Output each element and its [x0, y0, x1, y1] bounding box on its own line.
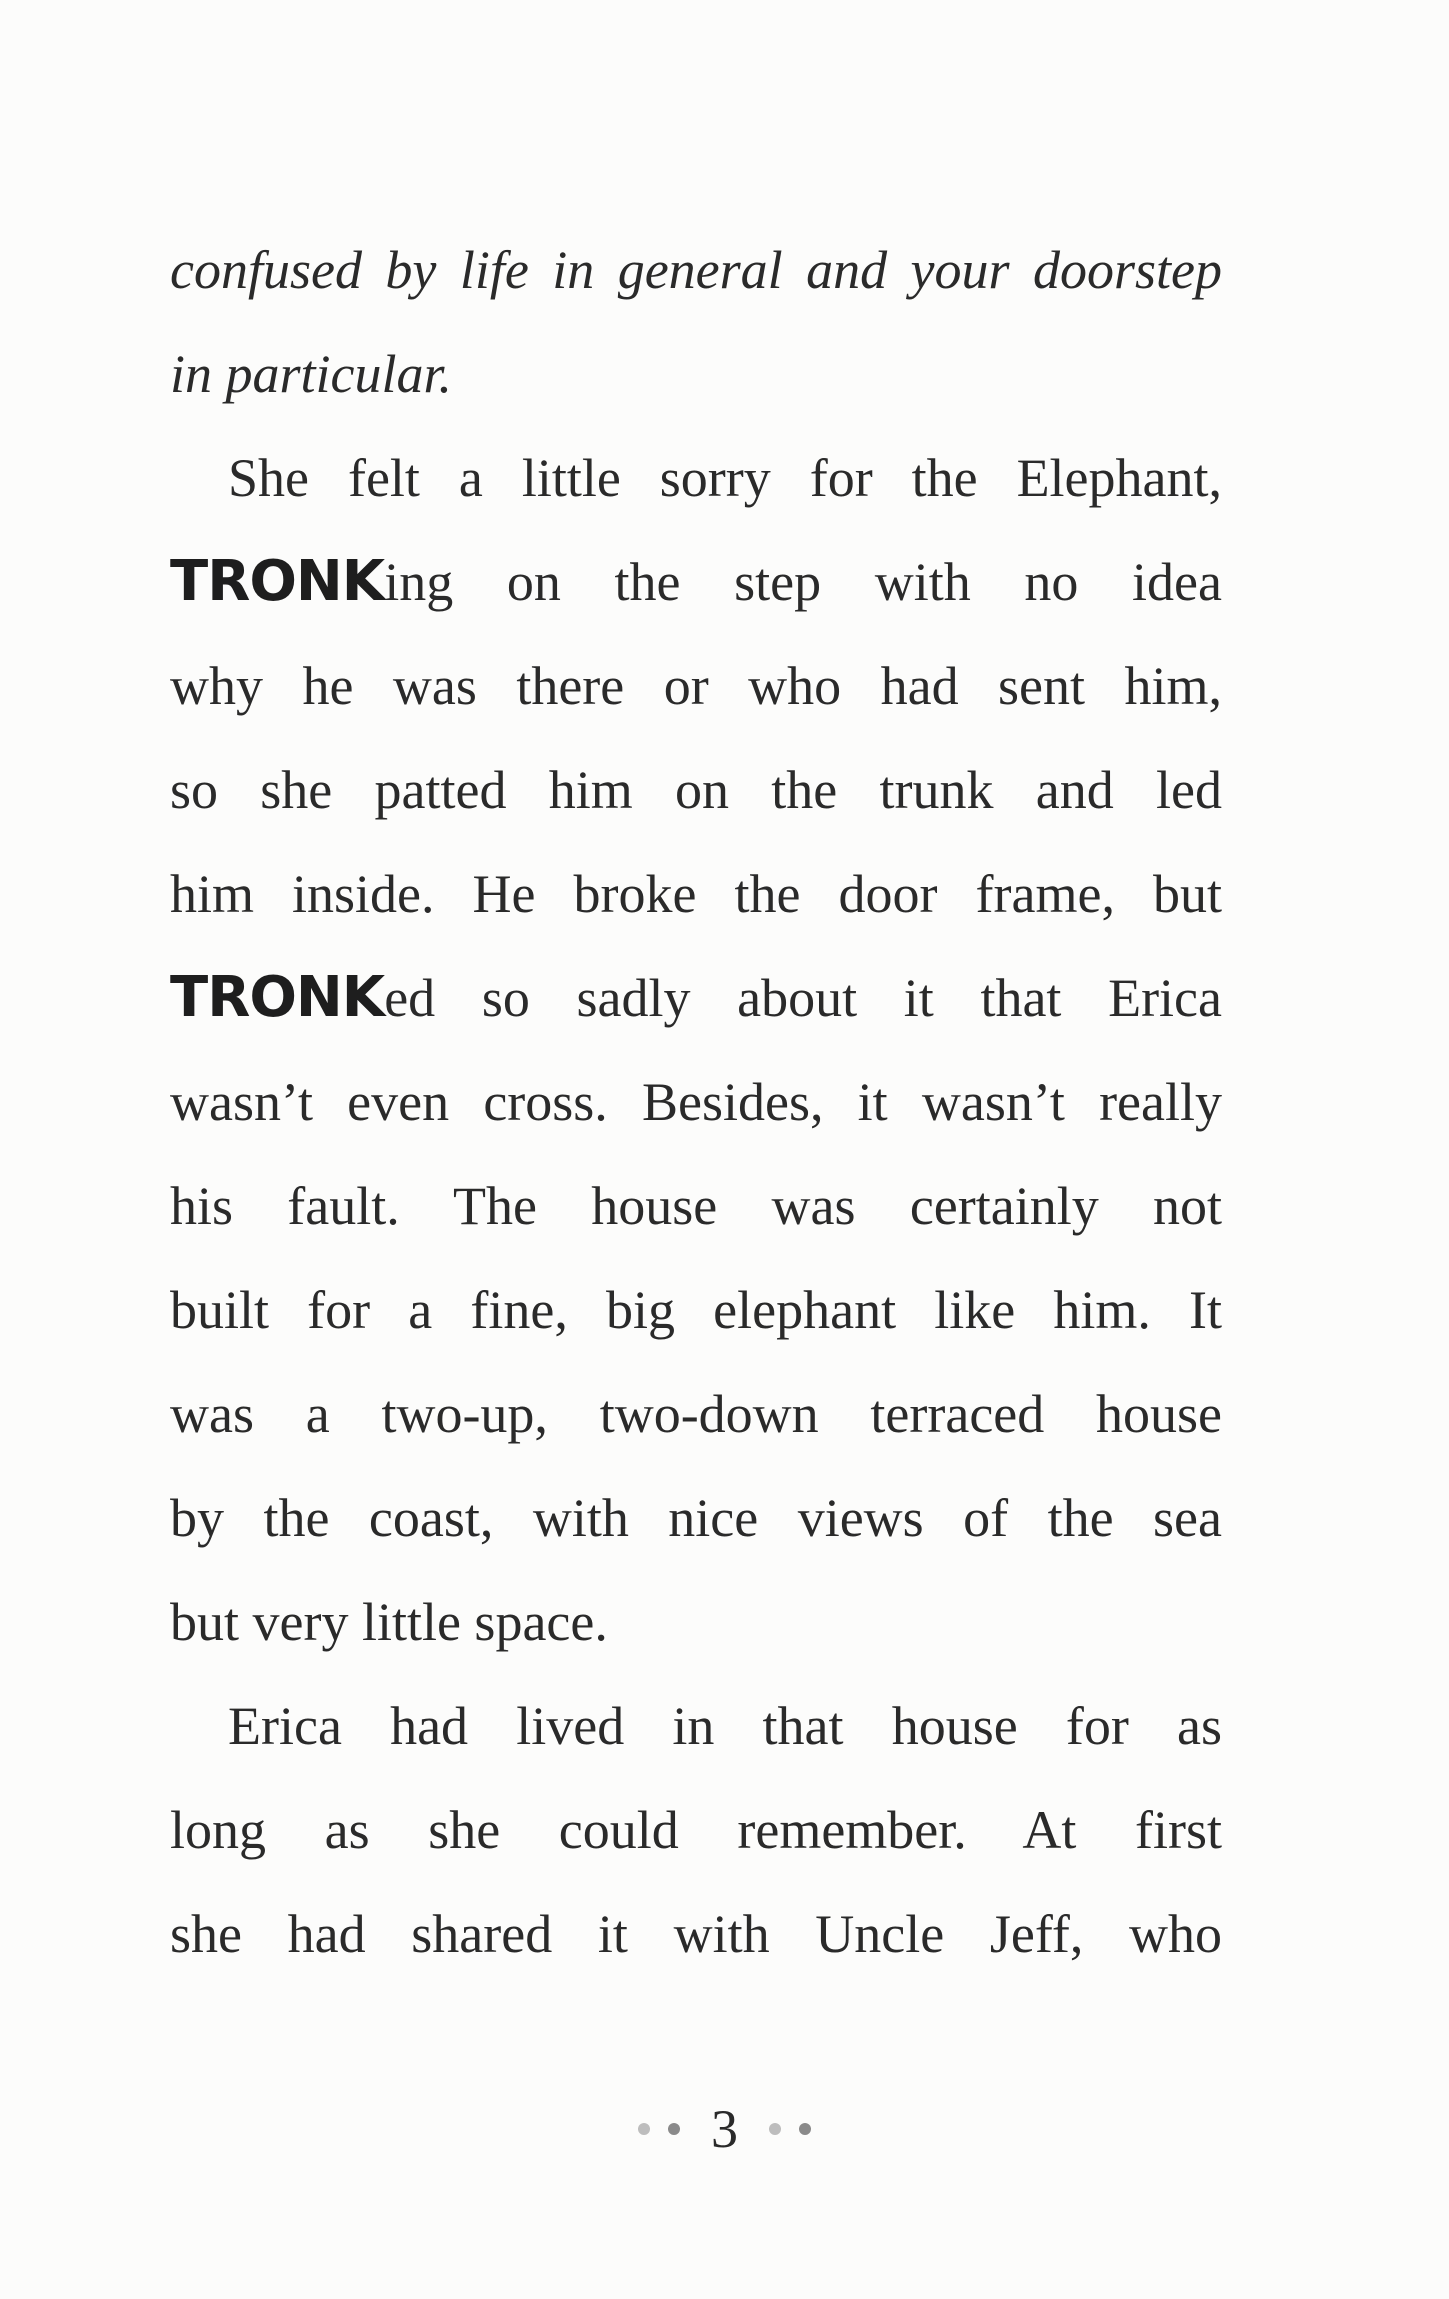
text-line: [170, 946, 1222, 1050]
text-line: but very little space.: [170, 1592, 608, 1652]
text-line: [170, 530, 1222, 634]
text-line: was a two-up, two-down terraced house: [170, 1384, 1222, 1444]
sound-effect-word: TRONK: [170, 965, 385, 1030]
text-line: so she patted him on the trunk and led: [170, 760, 1222, 820]
decorative-dot: [769, 2123, 781, 2135]
sound-effect-word: TRONK: [170, 549, 385, 614]
text-line: confused by life in general and your doorstep: [170, 240, 1222, 300]
text-line: his fault. The house was certainly not: [170, 1176, 1222, 1236]
text-line: him inside. He broke the door frame, but: [170, 864, 1222, 924]
page-number: 3: [711, 2098, 738, 2159]
text-line: why he was there or who had sent him,: [170, 656, 1222, 716]
text-line: in particular.: [170, 344, 453, 404]
text-line-rest: ing on the step with no idea: [384, 552, 1222, 612]
text-line: long as she could remember. At first: [170, 1800, 1222, 1860]
text-line: Erica had lived in that house for as: [228, 1696, 1222, 1756]
text-line: by the coast, with nice views of the sea: [170, 1488, 1222, 1548]
page-footer: [0, 2088, 1449, 2158]
text-line: wasn’t even cross. Besides, it wasn’t really: [170, 1072, 1222, 1132]
text-line: She felt a little sorry for the Elephant,: [228, 448, 1222, 508]
decorative-dot: [638, 2123, 650, 2135]
decorative-dot: [799, 2123, 811, 2135]
decorative-dot: [668, 2123, 680, 2135]
text-line: she had shared it with Uncle Jeff, who: [170, 1904, 1222, 1964]
text-line-rest: ed so sadly about it that Erica: [384, 968, 1222, 1028]
text-line: built for a fine, big elephant like him. It: [170, 1280, 1222, 1340]
